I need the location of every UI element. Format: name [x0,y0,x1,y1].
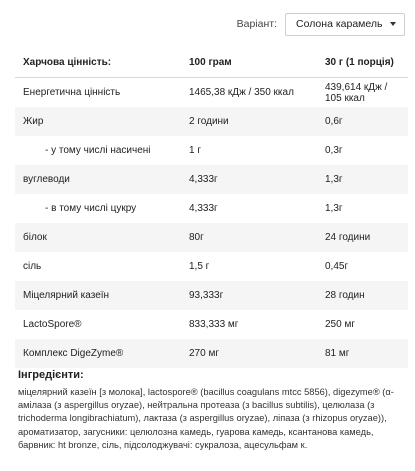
table-row [15,136,408,165]
row-value-100g: 80г [181,223,317,252]
table-row [15,281,408,310]
table-row [15,194,408,223]
row-label: Комплекс DigeZyme® [15,339,181,368]
row-label: - у тому числі насичені [45,145,151,156]
nutrition-table-header [15,48,408,78]
variant-select[interactable] [285,13,405,36]
row-value-100g: 2 години [181,107,317,136]
row-label: Жир [15,107,181,136]
row-value-100g: 1 г [189,145,201,156]
row-label: Енергетична цінність [23,87,121,98]
row-label: сіль [23,261,42,272]
chevron-down-icon [390,22,396,26]
row-label: - в тому числі цукру [45,203,137,214]
row-value-serving: 28 годин [317,281,408,310]
table-row [15,78,408,108]
variant-select-value: Солона карамель [296,18,383,30]
header-per-100g: 100 грам [181,48,317,78]
table-row [15,223,408,252]
table-row [15,252,408,281]
nutrition-table-body [15,78,408,369]
row-value-100g: 1,5 г [189,261,210,272]
row-value-serving: 81 мг [317,339,408,368]
row-value-serving: 1,3г [317,165,408,194]
nutrition-table [15,48,408,368]
row-label: вуглеводи [15,165,181,194]
row-value-serving: 1,3г [325,203,343,214]
table-row [15,339,408,368]
row-value-100g: 4,333г [181,165,317,194]
row-value-serving: 24 години [317,223,408,252]
row-label: білок [15,223,181,252]
row-label: LactoSpore® [23,319,82,330]
row-value-serving: 0,45г [325,261,349,272]
header-per-serving: 30 г (1 порція) [317,48,408,78]
ingredients-title: Інгредієнти: [18,369,84,381]
ingredients-text: міцелярний казеїн [з молока], lactospore® (bacillus coagulans mtcc 5856), digezyme® (α-амілаза (з aspergillus oryzae), нейтральна протеаза (з bacillus subtilis), целюлаза (з trichoderma longibrachiatum), лактаза (з aspergillus oryzae), ліпаза (з rhizopus oryzae)), ароматизатор, загусники: целюлозна камедь, гуарова камедь, ксантанова камедь, барвник: ht bronze, сіль, підсолоджувачі: сукралоза, ацесульфам к. [18,387,394,450]
row-value-100g: 833,333 мг [189,319,239,330]
table-row [15,310,408,339]
row-label: Міцелярний казеїн [15,281,181,310]
row-value-serving: 250 мг [325,319,355,330]
variant-label: Варіант: [236,18,277,30]
row-value-100g: 4,333г [189,203,218,214]
row-value-serving: 439,614 кДж / 105 ккал [325,81,388,104]
header-nutrition: Харчова цінність: [15,48,181,78]
row-value-serving: 0,6г [317,107,408,136]
table-row [15,107,408,136]
table-row [15,165,408,194]
row-value-100g: 1465,38 кДж / 350 ккал [189,87,294,98]
row-value-100g: 270 мг [181,339,317,368]
row-value-100g: 93,333г [181,281,317,310]
variant-selector-row [237,12,405,36]
row-value-serving: 0,3г [325,145,343,156]
